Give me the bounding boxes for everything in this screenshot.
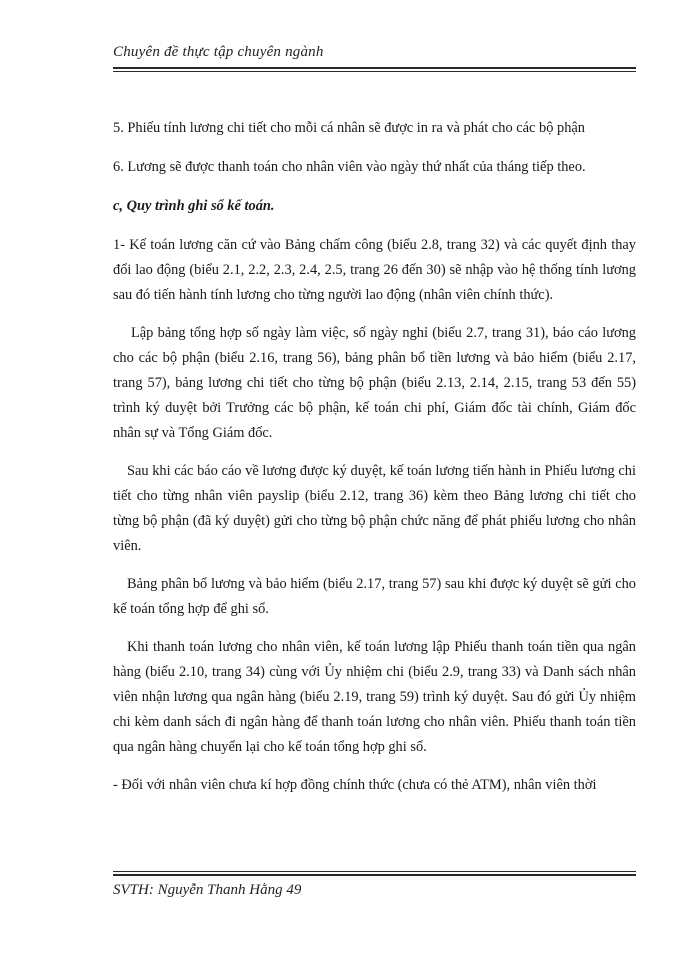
page-header-title: Chuyên đề thực tập chuyên ngành <box>113 44 324 60</box>
footer-rule-top <box>113 871 636 872</box>
footer-rule-bottom <box>113 874 636 876</box>
paragraph-4: Bảng phân bổ lương và bảo hiểm (biểu 2.17, trang 57) sau khi được ký duyệt sẽ gửi cho kế toán tổng hợp để ghi sổ. <box>113 576 636 617</box>
list-item-5: 5. Phiếu tính lương chi tiết cho mỗi cá nhân sẽ được in ra và phát cho các bộ phận <box>113 120 586 136</box>
paragraph-5: Khi thanh toán lương cho nhân viên, kế toán lương lập Phiếu thanh toán tiền qua ngân hàng (biểu 2.10, trang 34) cùng với Ủy nhiệm chi (biểu 2.9, trang 33) và Danh sách nhân viên nhận lương qua ngân hàng (biểu 2.19, trang 59) trình ký duyệt. Sau đó gửi Ủy nhiệm chi kèm danh sách đi ngân hàng để thanh toán lương cho nhân viên. Phiếu thanh toán tiền qua ngân hàng chuyển lại cho kế toán tổng hợp ghi sổ. <box>113 639 636 755</box>
header-rule-bottom <box>113 71 636 72</box>
paragraph-2: Lập bảng tổng hợp số ngày làm việc, số ngày nghỉ (biểu 2.7, trang 31), báo cáo lương cho các bộ phận (biểu 2.16, trang 56), bảng phân bổ tiền lương và bảo hiểm (biểu 2.17, trang 57), bảng lương chi tiết cho từng bộ phận (biểu 2.13, 2.14, 2.15, trang 53 đến 55) trình ký duyệt bởi Trưởng các bộ phận, kế toán chi phí, Giám đốc tài chính, Giám đốc nhân sự và Tổng Giám đốc. <box>113 325 636 441</box>
document-body <box>113 116 636 811</box>
header-rule-top <box>113 67 636 69</box>
page-footer-text: SVTH: Nguyễn Thanh Hằng 49 <box>113 882 302 898</box>
list-item-6: 6. Lương sẽ được thanh toán cho nhân viên vào ngày thứ nhất của tháng tiếp theo. <box>113 159 586 175</box>
section-heading: c, Quy trình ghi sổ kế toán. <box>113 198 275 214</box>
paragraph-6: - Đối với nhân viên chưa kí hợp đồng chính thức (chưa có thẻ ATM), nhân viên thời <box>113 777 597 793</box>
paragraph-1: 1- Kế toán lương căn cứ vào Bảng chấm công (biểu 2.8, trang 32) và các quyết định thay đổi lao động (biểu 2.1, 2.2, 2.3, 2.4, 2.5, trang 26 đến 30) sẽ nhập vào hệ thống tính lương sau đó tiến hành tính lương cho từng người lao động (nhân viên chính thức). <box>113 237 636 303</box>
paragraph-3: Sau khi các báo cáo về lương được ký duyệt, kế toán lương tiến hành in Phiếu lương chi tiết cho từng nhân viên payslip (biểu 2.12, trang 36) kèm theo Bảng lương chi tiết cho từng bộ phận (đã ký duyệt) gửi cho từng bộ phận chức năng để phát phiếu lương cho nhân viên. <box>113 463 636 554</box>
